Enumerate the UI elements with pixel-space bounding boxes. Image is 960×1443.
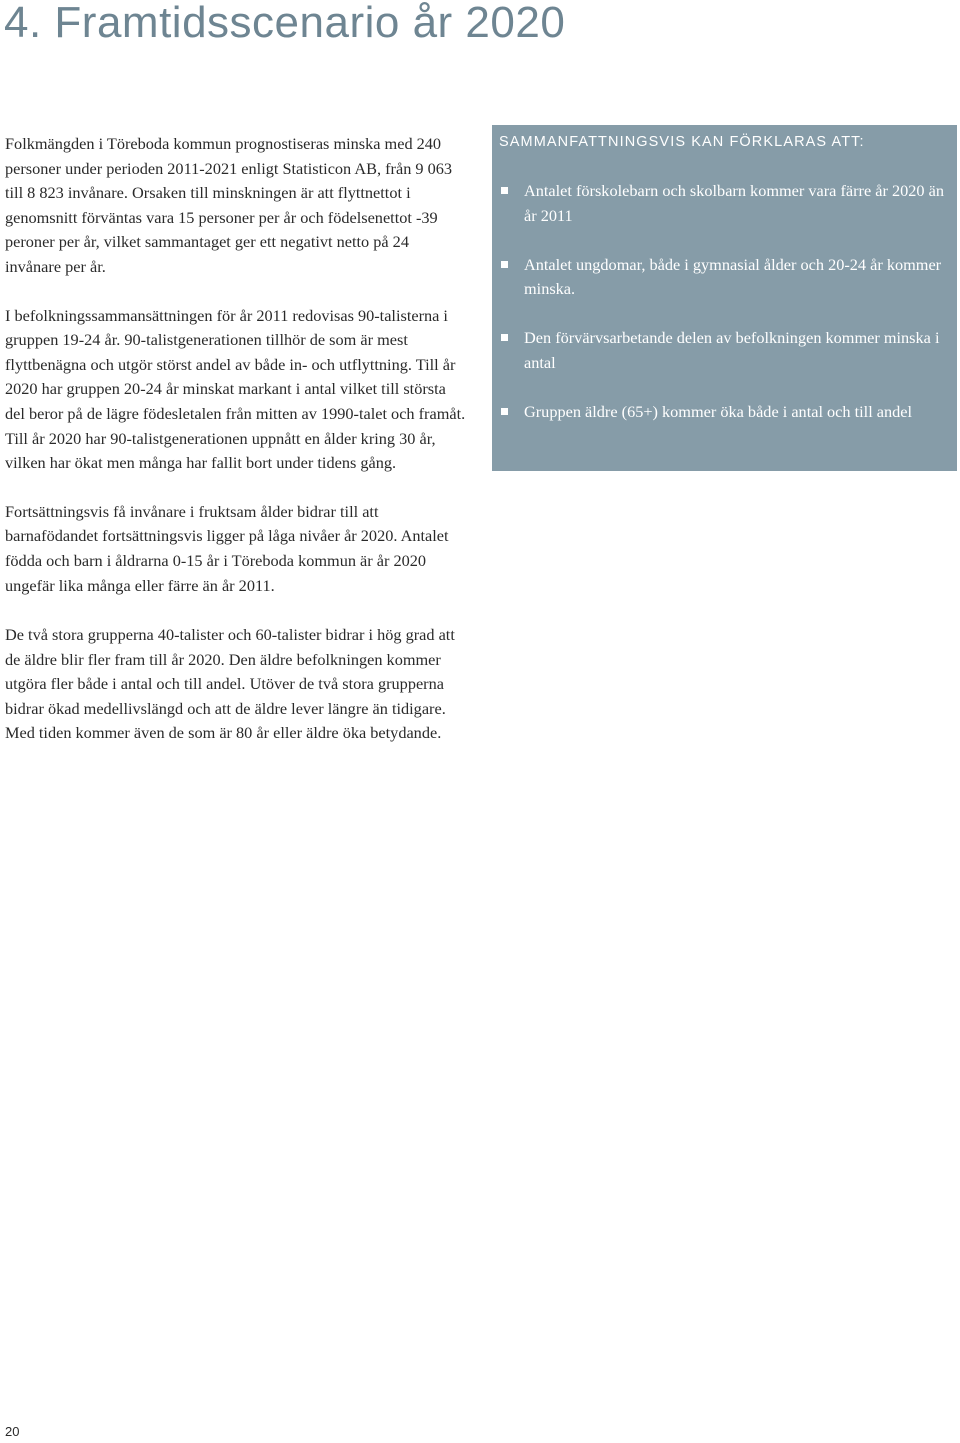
square-bullet-icon (501, 187, 508, 194)
paragraph-90-talister: I befolkningssammansättningen för år 2011 redovisas 90-talisterna i gruppen 19-24 år. 90-talistgenerationen tillhör de som är mest flyttbenägna och utgör störst andel av både in- och utflyttning. Till år 2020 har gruppen 20-24 år minskat markant i antal vilket till största del beror på de lägre födesletalen från mitten av 1990-talet och framåt. Till år 2020 har 90-talistgenerationen uppnått en ålder kring 30 år, vilken har ökat men många har fallit bort under tidens gång. (5, 305, 466, 473)
square-bullet-icon (501, 408, 508, 415)
summary-item (499, 400, 947, 425)
page-number: 20 (5, 1424, 20, 1439)
paragraph-elderly: De två stora grupperna 40-talister och 60-talister bidrar i hög grad att de äldre blir fler fram till år 2020. Den äldre befolkningen kommer utgöra fler både i antal och till andel. Utöver de två stora grupperna bidrar ökad medellivslängd och att de äldre lever längre än tidigare. Med tiden kommer även de som är 80 år eller äldre öka betydande. (5, 625, 455, 743)
summary-item (499, 326, 947, 375)
summary-item-text: Gruppen äldre (65+) kommer öka både i antal och till andel (524, 402, 913, 422)
square-bullet-icon (501, 334, 508, 341)
summary-item-text: Den förvärvsarbetande delen av befolkningen kommer minska i antal (524, 328, 940, 372)
page-title: 4. Framtidsscenario år 2020 (4, 0, 566, 47)
summary-list (499, 179, 947, 425)
body-text-column (5, 132, 467, 770)
summary-item-text: Antalet förskolebarn och skolbarn kommer vara färre år 2020 än år 2011 (524, 181, 944, 225)
summary-heading: SAMMANFATTNINGSVIS KAN FÖRKLARAS ATT: (499, 134, 865, 150)
summary-item-text: Antalet ungdomar, både i gymnasial ålder och 20-24 år kommer minska. (524, 254, 942, 299)
summary-box (492, 125, 957, 471)
summary-item (499, 179, 947, 228)
summary-item (499, 253, 947, 302)
square-bullet-icon (501, 261, 508, 268)
paragraph-population-forecast: Folkmängden i Töreboda kommun prognostiseras minska med 240 personer under perioden 2011-2021 enligt Statisticon AB, från 9 063 till 8 823 invånare. Orsaken till minskningen är att flyttnettot i genomsnitt förväntas vara 15 personer per år och födelsenettot -39 peroner per år, vilket sammantaget ger ett negativt netto på 24 invånare per år. (5, 134, 453, 276)
paragraph-births: Fortsättningsvis få invånare i fruktsam ålder bidrar till att barnafödandet fortsättningsvis ligger på låga nivåer år 2020. Antalet födda och barn i åldrarna 0-15 år i Töreboda kommun är år 2020 ungefär lika många eller färre än år 2011. (5, 501, 449, 595)
